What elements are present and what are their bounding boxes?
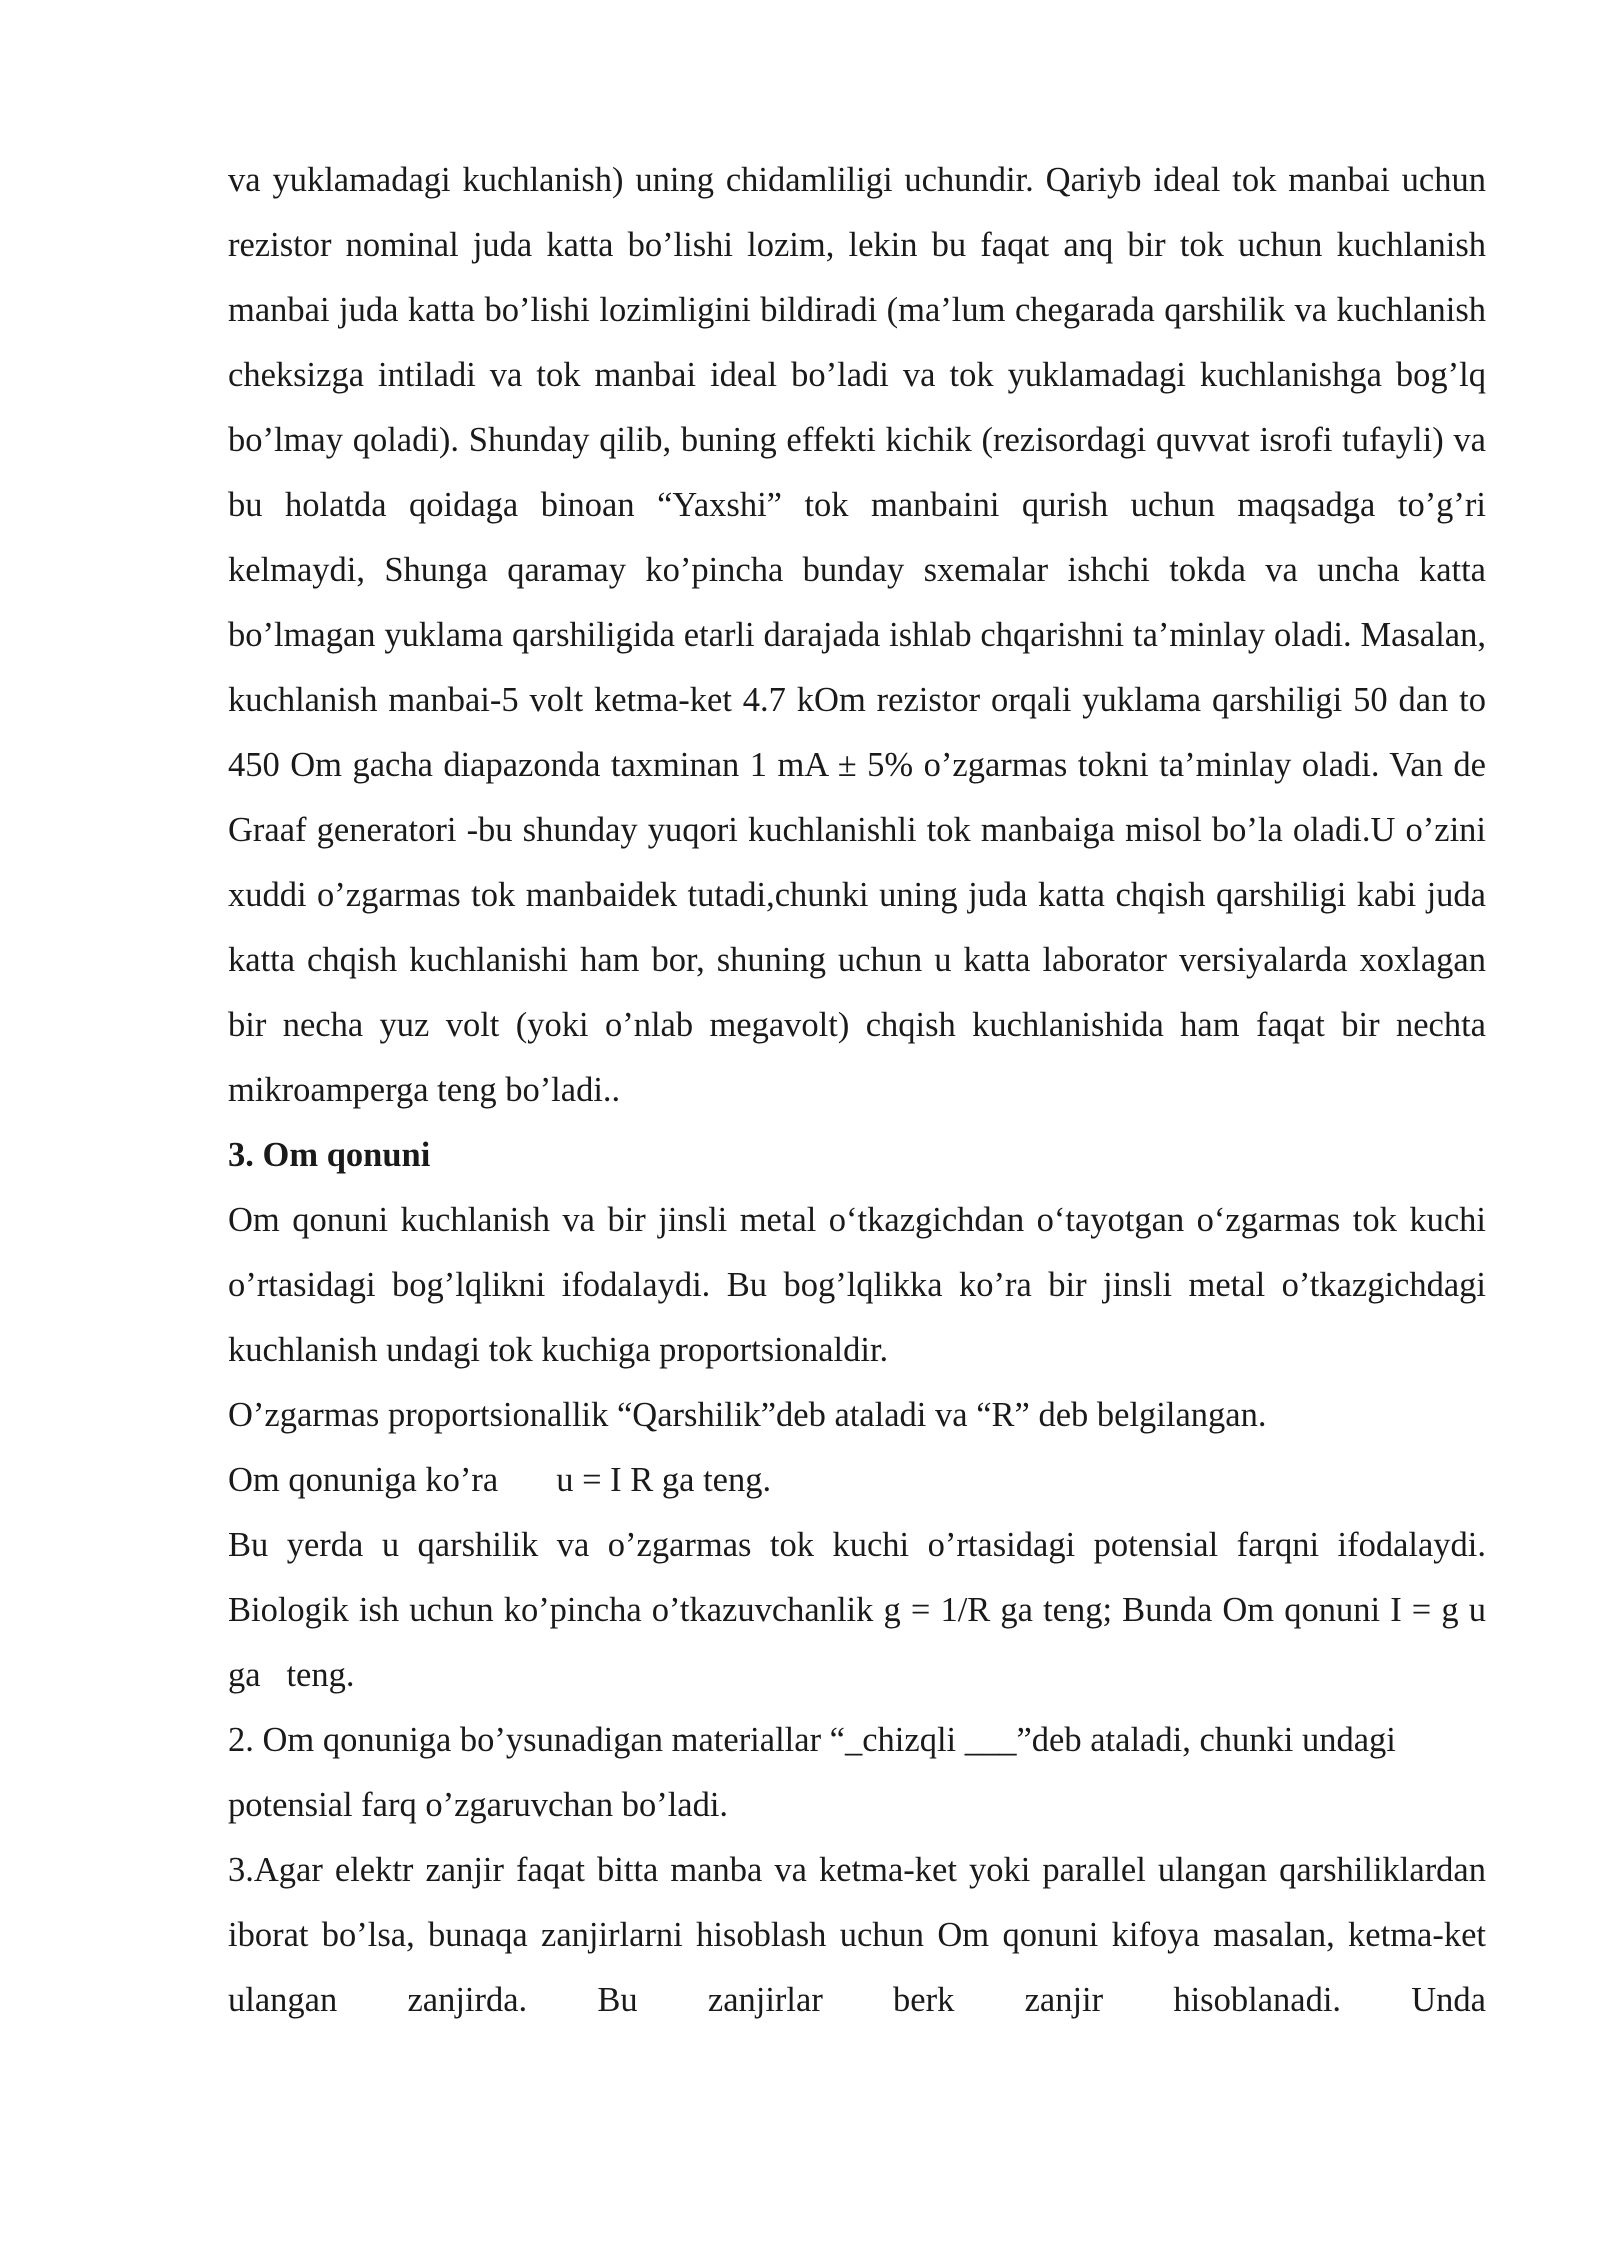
body-paragraph: Bu yerda u qarshilik va o’zgarmas tok kuchi o’rtasidagi potensial farqni ifodalaydi. Biologik ish uchun ko’pincha o’tkazuvchanlik g = 1/R ga teng; Bunda Om qonuni I = g u ga teng.	[228, 1526, 1495, 1694]
body-paragraph: va yuklamadagi kuchlanish) uning chidamliligi uchundir. Qariyb ideal tok manbai uchun rezistor nominal juda katta bo’lishi lozim, lekin bu faqat anq bir tok uchun kuchlanish manbai juda katta bo’lishi lozimligini bildiradi (ma’lum chegarada qarshilik va kuchlanish cheksizga intiladi va tok manbai ideal bo’ladi va tok yuklamadagi kuchlanishga bog’lq bo’lmay qoladi). Shunday qilib, buning effekti kichik (rezisordagi quvvat isrofi tufayli) va bu holatda qoidaga binoan “Yaxshi” tok manbaini qurish uchun maqsadga to’g’ri kelmaydi, Shunga qaramay ko’pincha bunday sxemalar ishchi tokda va uncha katta bo’lmagan yuklama qarshiligida etarli darajada ishlab chqarishni ta’minlay oladi. Masalan, kuchlanish manbai-5 volt ketma-ket 4.7 kOm rezistor orqali yuklama qarshiligi 50 dan to 450 Om gacha diapazonda taxminan 1 mA ± 5% o’zgarmas tokni ta’minlay oladi. Van de Graaf generatori -bu shunday yuqori kuchlanishli tok manbaiga misol bo’la oladi.U o’zini xuddi o’zgarmas tok manbaidek tutadi,chunki uning juda katta chqish qarshiligi kabi juda katta chqish kuchlanishi ham bor, shuning uchun u katta laborator versiyalarda xoxlagan bir necha yuz volt (yoki o’nlab megavolt) chqish kuchlanishida ham faqat bir nechta mikroamperga teng bo’ladi..	[228, 161, 1486, 1109]
formula-label: Om qonuniga ko’ra	[228, 1461, 499, 1499]
body-line: O’zgarmas proportsionallik “Qarshilik”deb ataladi va “R” deb belgilangan.	[228, 1396, 1267, 1434]
formula-line	[228, 1448, 1486, 1513]
body-paragraph: 2. Om qonuniga bo’ysunadigan materiallar “_chizqli ___”deb ataladi, chunki undagi potensial farq o’zgaruvchan bo’ladi.	[228, 1721, 1396, 1824]
body-paragraph: 3.Agar elektr zanjir faqat bitta manba va ketma-ket yoki parallel ulangan qarshiliklardan iborat bo’lsa, bunaqa zanjirlarni hisoblash uchun Om qonuni kifoya masalan, ketma-ket ulangan zanjirda. Bu zanjirlar berk zanjir hisoblanadi. Unda	[228, 1851, 1486, 2019]
document-body	[228, 148, 1495, 2033]
section-heading: 3. Om qonuni	[228, 1136, 431, 1174]
formula: u = I R ga teng.	[556, 1461, 772, 1499]
body-paragraph: Om qonuni kuchlanish va bir jinsli metal o‘tkazgichdan o‘tayotgan o‘zgarmas tok kuchi o’rtasidagi bog’lqlikni ifodalaydi. Bu bog’lqlikka ko’ra bir jinsli metal o’tkazgichdagi kuchlanish undagi tok kuchiga proportsionaldir.	[228, 1201, 1486, 1369]
